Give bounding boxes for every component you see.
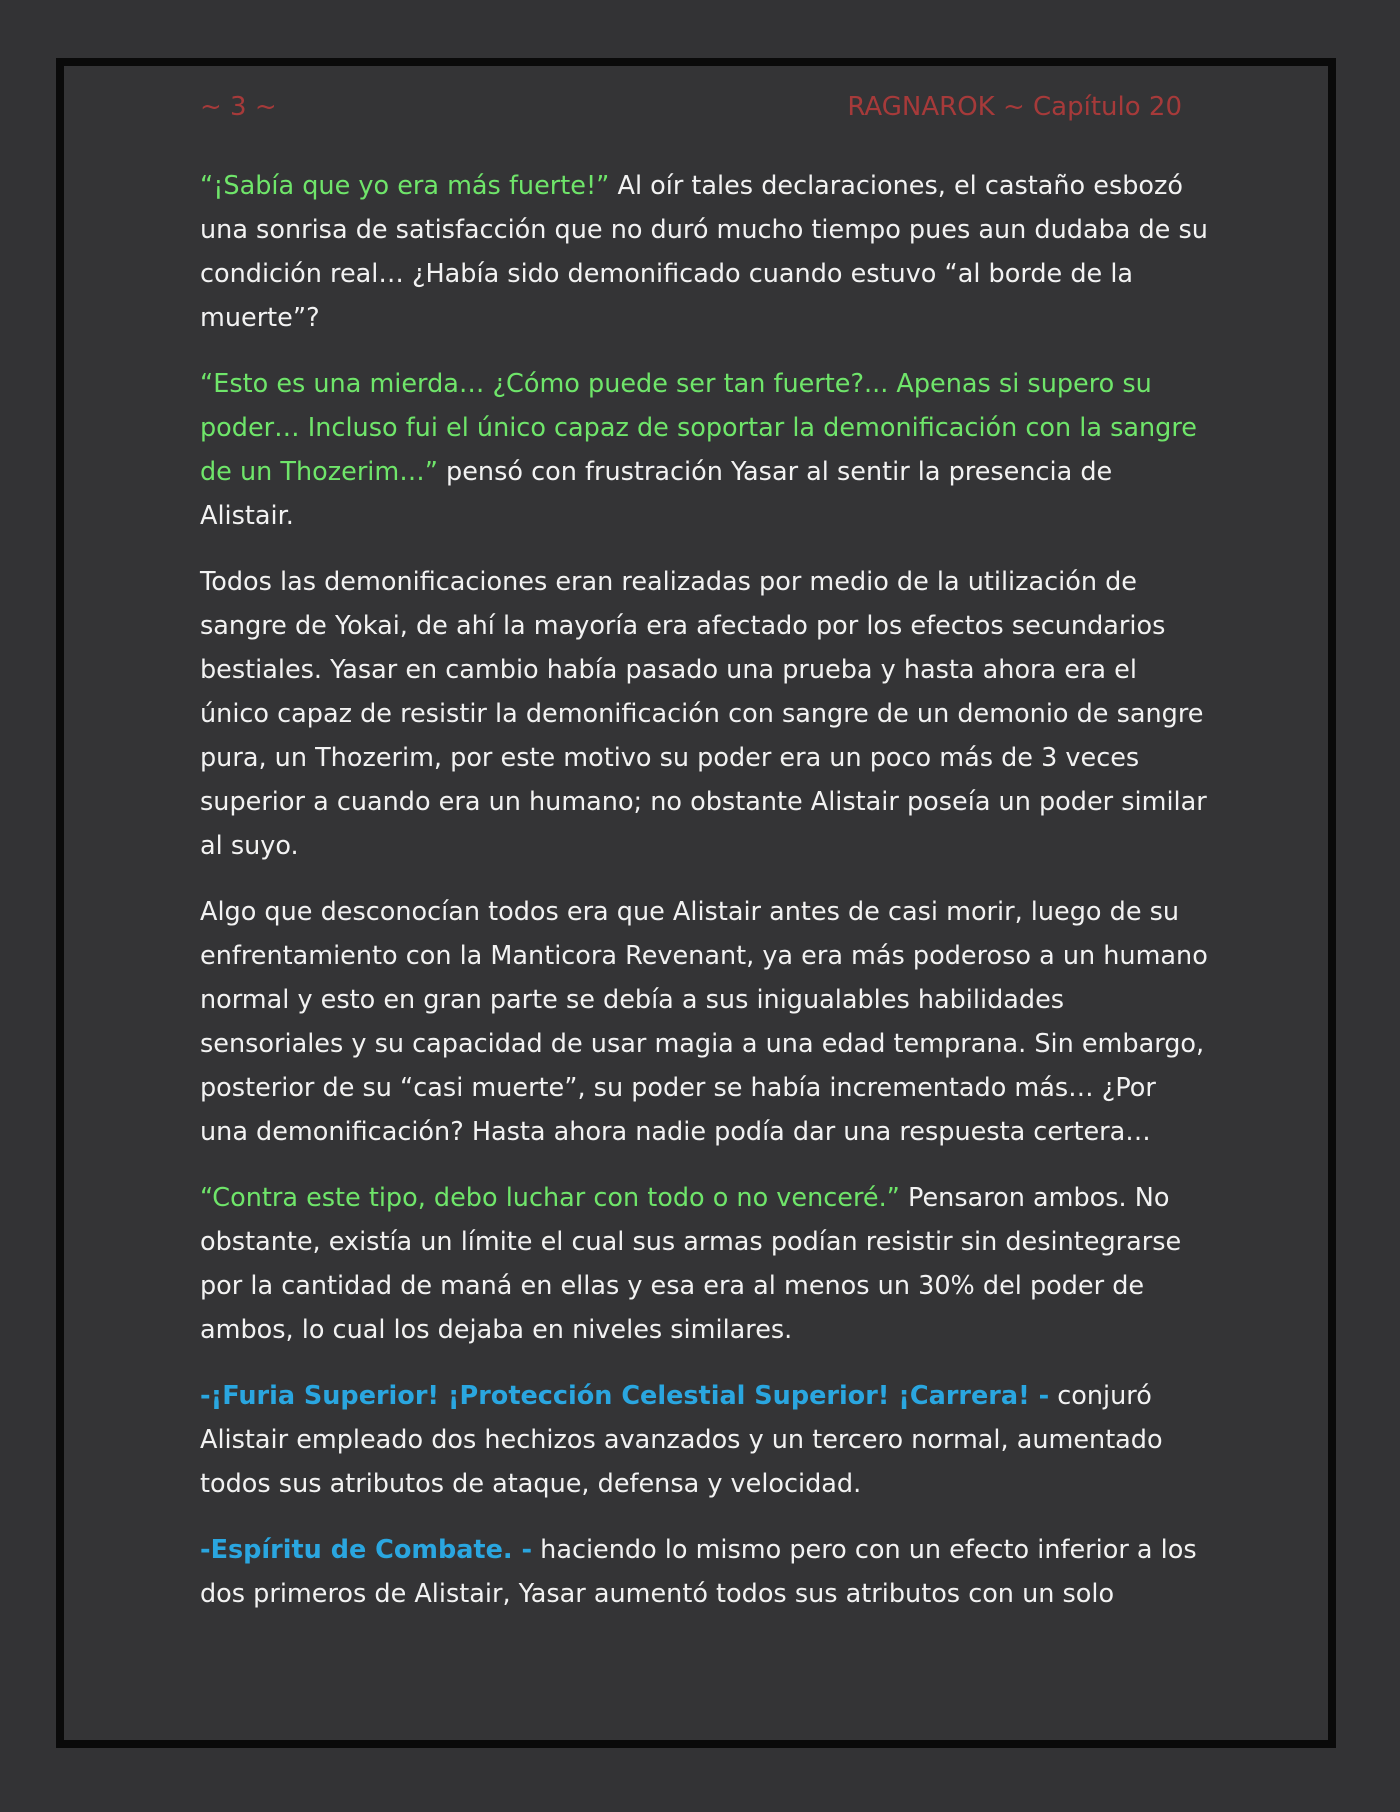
paragraph-text: haciendo lo mismo pero con un efecto inferior a los dos primeros de Alistair, Yasar aumentó todos sus atributos con un solo (200, 1535, 1197, 1609)
inner-thought: “¡Sabía que yo era más fuerte!” (200, 171, 610, 201)
chapter-body (200, 164, 1210, 1638)
paragraph (200, 1176, 1210, 1352)
paragraph (200, 1528, 1210, 1616)
spell-incantation: -Espíritu de Combate. - (200, 1535, 533, 1565)
paragraph (200, 1374, 1210, 1506)
inner-thought: “Esto es una mierda… ¿Cómo puede ser tan fuerte?... Apenas si supero su poder… Incluso fui el único capaz de soportar la demonificación con la sangre de un Thozerim…” (200, 369, 1197, 487)
paragraph-text: Al oír tales declaraciones, el castaño esbozó una sonrisa de satisfacción que no duró mucho tiempo pues aun dudaba de su condición real… ¿Había sido demonificado cuando estuvo “al borde de la muerte”? (200, 171, 1208, 333)
paragraph (200, 164, 1210, 340)
paragraph (200, 362, 1210, 538)
inner-thought: “Contra este tipo, debo luchar con todo o no venceré.” (200, 1183, 900, 1213)
paragraph-text: pensó con frustración Yasar al sentir la presencia de Alistair. (200, 457, 1113, 531)
paragraph-text: conjuró Alistair empleado dos hechizos avanzados y un tercero normal, aumentado todos sus atributos de ataque, defensa y velocidad. (200, 1381, 1163, 1499)
page-frame (56, 58, 1336, 1748)
paragraph (200, 560, 1210, 868)
paragraph-text: Todos las demonificaciones eran realizadas por medio de la utilización de sangre de Yokai, de ahí la mayoría era afectado por los efectos secundarios bestiales. Yasar en cambio había pasado una prueba y hasta ahora era el único capaz de resistir la demonificación con sangre de un demonio de sangre pura, un Thozerim, por este motivo su poder era un poco más de 3 veces superior a cuando era un humano; no obstante Alistair poseía un poder similar al suyo. (200, 567, 1207, 861)
page-number: ~ 3 ~ (200, 92, 277, 122)
running-title: RAGNAROK ~ Capítulo 20 (847, 92, 1182, 122)
paragraph (200, 890, 1210, 1154)
paragraph-text: Pensaron ambos. No obstante, existía un límite el cual sus armas podían resistir sin desintegrarse por la cantidad de maná en ellas y esa era al menos un 30% del poder de ambos, lo cual los dejaba en niveles similares. (200, 1183, 1182, 1345)
page-header (200, 92, 1182, 132)
spell-incantation: -¡Furia Superior! ¡Protección Celestial Superior! ¡Carrera! - (200, 1381, 1050, 1411)
paragraph-text: Algo que desconocían todos era que Alistair antes de casi morir, luego de su enfrentamiento con la Manticora Revenant, ya era más poderoso a un humano normal y esto en gran parte se debía a sus inigualables habilidades sensoriales y su capacidad de usar magia a una edad temprana. Sin embargo, posterior de su “casi muerte”, su poder se había incrementado más… ¿Por una demonificación? Hasta ahora nadie podía dar una respuesta certera… (200, 897, 1208, 1147)
